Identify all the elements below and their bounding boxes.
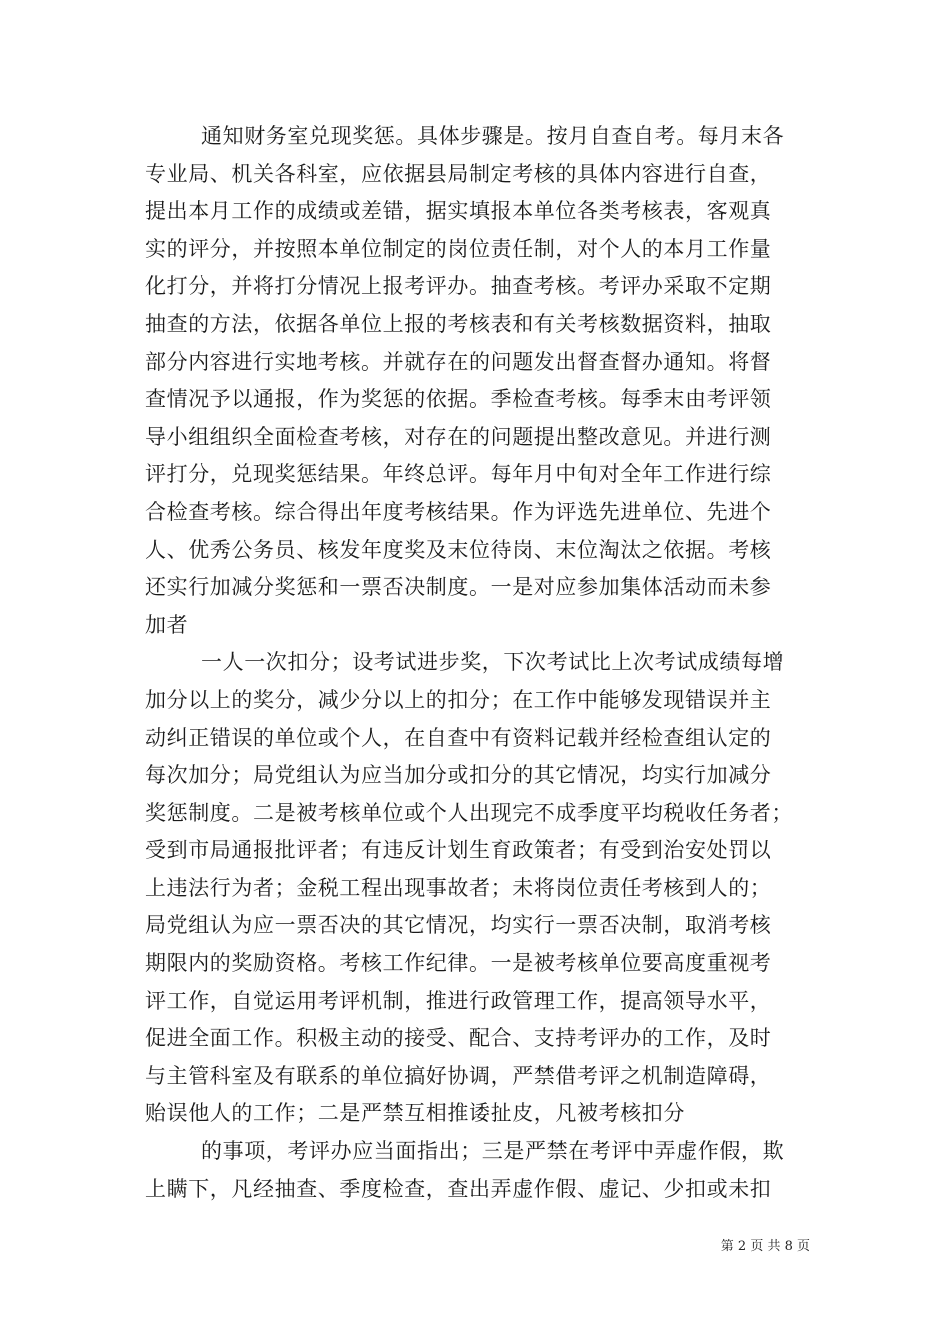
text-line: 评打分，兑现奖惩结果。年终总评。每年月中旬对全年工作进行综 xyxy=(145,462,772,487)
document-body xyxy=(145,118,805,1208)
paragraph-2 xyxy=(145,644,805,1133)
text-line: 抽查的方法，依据各单位上报的考核表和有关考核数据资料，抽取 xyxy=(145,311,772,336)
text-line: 提出本月工作的成绩或差错，据实填报本单位各类考核表，客观真 xyxy=(145,199,772,224)
text-line: 查情况予以通报，作为奖惩的依据。季检查考核。每季末由考评领 xyxy=(145,387,772,412)
text-line: 上瞒下，凡经抽查、季度检查，查出弄虚作假、虚记、少扣或未扣 xyxy=(145,1176,772,1201)
text-line: 促进全面工作。积极主动的接受、配合、支持考评办的工作，及时 xyxy=(145,1026,772,1051)
text-line: 专业局、机关各科室，应依据县局制定考核的具体内容进行自查， xyxy=(145,161,772,186)
text-line: 部分内容进行实地考核。并就存在的问题发出督查督办通知。将督 xyxy=(145,349,772,374)
page-number-footer: 第 2 页 共 8 页 xyxy=(720,1239,810,1254)
text-line: 上违法行为者；金税工程出现事故者；未将岗位责任考核到人的； xyxy=(145,875,772,900)
text-line: 实的评分，并按照本单位制定的岗位责任制，对个人的本月工作量 xyxy=(145,236,772,261)
text-line: 与主管科室及有联系的单位搞好协调，严禁借考评之机制造障碍， xyxy=(145,1063,772,1088)
text-line: 人、优秀公务员、核发年度奖及末位待岗、末位淘汰之依据。考核 xyxy=(145,537,772,562)
text-line: 受到市局通报批评者；有违反计划生育政策者；有受到治安处罚以 xyxy=(145,838,772,863)
text-line: 加分以上的奖分，减少分以上的扣分；在工作中能够发现错误并主 xyxy=(145,687,772,712)
text-line: 通知财务室兑现奖惩。具体步骤是。按月自查自考。每月末各 xyxy=(201,124,785,148)
text-line: 奖惩制度。二是被考核单位或个人出现完不成季度平均税收任务者； xyxy=(145,800,793,825)
text-line: 贻误他人的工作；二是严禁互相推诿扯皮，凡被考核扣分 xyxy=(145,1101,685,1126)
text-line: 动纠正错误的单位或个人，在自查中有资料记载并经检查组认定的 xyxy=(145,725,772,750)
text-line: 合检查考核。综合得出年度考核结果。作为评选先进单位、先进个 xyxy=(145,499,772,524)
text-line: 导小组组织全面检查考核，对存在的问题提出整改意见。并进行测 xyxy=(145,424,772,449)
text-line: 局党组认为应一票否决的其它情况，均实行一票否决制，取消考核 xyxy=(145,913,772,938)
paragraph-1 xyxy=(145,118,805,644)
text-line: 评工作，自觉运用考评机制，推进行政管理工作，提高领导水平， xyxy=(145,988,772,1013)
text-line: 加者 xyxy=(145,612,189,637)
text-line: 一人一次扣分；设考试进步奖，下次考试比上次考试成绩每增 xyxy=(201,650,785,675)
paragraph-3 xyxy=(145,1133,805,1208)
text-line: 化打分，并将打分情况上报考评办。抽查考核。考评办采取不定期 xyxy=(145,274,772,299)
text-line: 的事项，考评办应当面指出；三是严禁在考评中弄虚作假，欺 xyxy=(201,1139,785,1164)
text-line: 每次加分；局党组认为应当加分或扣分的其它情况，均实行加减分 xyxy=(145,763,772,788)
text-line: 还实行加减分奖惩和一票否决制度。一是对应参加集体活动而未参 xyxy=(145,575,772,600)
text-line: 期限内的奖励资格。考核工作纪律。一是被考核单位要高度重视考 xyxy=(145,951,772,976)
